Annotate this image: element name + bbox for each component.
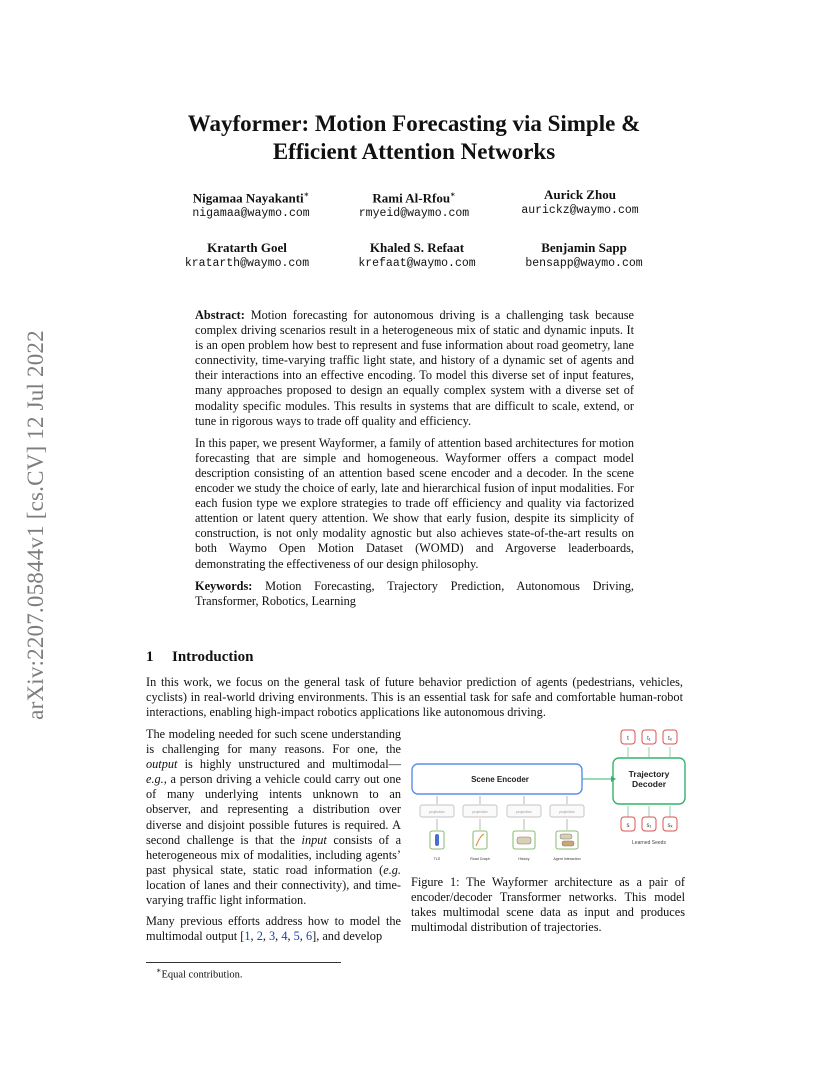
text-run: The modeling needed for such scene understanding is challenging for many reasons. For one, the bbox=[146, 727, 401, 757]
abstract-paragraph-1 bbox=[195, 308, 634, 429]
figure-caption: Figure 1: The Wayformer architecture as a pair of encoder/decoder Transformer networks. This model takes multimodal scene data as input and produces multimodal distribution of trajectories. bbox=[411, 875, 685, 935]
seeds-label: Learned Seeds bbox=[632, 840, 666, 846]
abstract-text-1: Motion forecasting for autonomous driving is a challenging task because complex driving scenarios result in a heterogeneous mix of static and dynamic inputs. It is an open problem how best to represent and fuse information about road geometry, lane connectivity, time-varying traffic light state, and history of a dynamic set of agents and their interactions into an effective encoding. To model this diverse set of input features, many approaches proposed to design an equally complex system with a diverse set of modality specific modules. This results in systems that are difficult to scale, extend, or tune in rigorous ways to trade off quality and efficiency. bbox=[195, 308, 634, 428]
section-title: Introduction bbox=[172, 649, 254, 665]
emphasis: output bbox=[146, 757, 178, 772]
learned-seed-tokens bbox=[621, 806, 677, 831]
history-icon bbox=[513, 831, 535, 849]
text-run: , a person driving a vehicle could carry out one of many underlying intents unknown to an observer, and representing a distribution over diverse and disjoint possible futures is required. A second challenge is that the bbox=[146, 772, 401, 847]
author-name: Kratarth Goel bbox=[207, 240, 287, 255]
author-email: bensapp@waymo.com bbox=[525, 257, 643, 270]
emphasis: input bbox=[301, 832, 327, 847]
author-6 bbox=[484, 240, 684, 272]
figure-wayformer-architecture bbox=[410, 724, 686, 866]
equal-contrib-mark: ∗ bbox=[450, 190, 456, 199]
author-email: aurickz@waymo.com bbox=[521, 204, 639, 217]
decoder-label-line-2: Decoder bbox=[631, 779, 667, 789]
author-name: Khaled S. Refaat bbox=[369, 240, 465, 255]
author-3 bbox=[480, 187, 680, 219]
author-email: kratarth@waymo.com bbox=[184, 257, 310, 270]
footnote-mark: ∗ bbox=[156, 966, 162, 975]
output-token-label: tₓ bbox=[668, 736, 672, 742]
projection-label: projection bbox=[429, 810, 445, 814]
arxiv-id: arXiv:2207.05844v1 [cs.CV] 12 Jul 2022 bbox=[23, 330, 48, 720]
modality-label: Agent Interaction bbox=[553, 857, 581, 861]
text-run: consists of a heterogeneous mix of modalities, including agents’ past physical state, static road information ( bbox=[146, 832, 402, 877]
citation-link[interactable]: 6 bbox=[305, 929, 313, 944]
column-paragraph-2: Many previous efforts address how to model the multimodal output [1, 2, 3, 4, 5, 6], and develop bbox=[146, 914, 401, 944]
projection-label: projection bbox=[559, 810, 575, 814]
road-graph-icon bbox=[473, 831, 487, 849]
equal-contrib-mark: ∗ bbox=[303, 190, 310, 199]
encoder-label: Scene Encoder bbox=[471, 775, 529, 784]
agent-interaction-icon bbox=[556, 831, 578, 849]
seed-token-label: s bbox=[626, 823, 630, 829]
keywords-text: Motion Forecasting, Trajectory Prediction, Autonomous Driving, Transformer, Robotics, Learning bbox=[195, 578, 634, 608]
abstract-label: Abstract: bbox=[195, 308, 245, 322]
section-heading bbox=[146, 649, 253, 666]
decoder-output-arrows bbox=[628, 747, 670, 757]
author-email: nigamaa@waymo.com bbox=[192, 207, 310, 221]
footnote-text: Equal contribution. bbox=[161, 969, 243, 981]
output-token-label: t bbox=[627, 736, 629, 742]
decoder-label-line-1: Trajectory bbox=[628, 769, 670, 779]
section-number: 1 bbox=[146, 649, 154, 665]
projection-label: projection bbox=[472, 810, 488, 814]
emphasis: e.g. bbox=[383, 862, 401, 877]
seed-token-label: s₁ bbox=[646, 823, 652, 829]
intro-paragraph: In this work, we focus on the general task of future behavior prediction of agents (pedestrians, vehicles, cyclists) in real-world driving environments. This is an essential task for safe and comfortable human-robot interactions, enabling high-impact robotics applications like autonomous driving. bbox=[146, 675, 683, 720]
left-column bbox=[146, 727, 401, 950]
footnote-rule bbox=[146, 962, 341, 963]
emphasis: e.g. bbox=[146, 772, 164, 787]
modality-label: History bbox=[518, 857, 530, 861]
title-line-1: Wayformer: Motion Forecasting via Simple & bbox=[187, 111, 641, 136]
citation-link[interactable]: 4 bbox=[281, 929, 288, 944]
keywords bbox=[195, 579, 634, 609]
title-line-2: Efficient Attention Networks bbox=[272, 139, 556, 164]
author-name: Benjamin Sapp bbox=[541, 240, 627, 255]
projection-label: projection bbox=[516, 810, 532, 814]
paper-title bbox=[150, 110, 678, 166]
text-run: is highly unstructured and multimodal— bbox=[184, 757, 401, 772]
modality-label: Road Graph bbox=[470, 857, 490, 861]
keywords-label: Keywords: bbox=[195, 578, 253, 593]
citation-link[interactable]: 1 bbox=[244, 929, 251, 944]
citation-link[interactable]: 5 bbox=[293, 929, 300, 944]
seed-token-label: sₓ bbox=[667, 823, 673, 829]
author-name: Rami Al-Rfou bbox=[372, 190, 451, 206]
text-run: ], and develop bbox=[312, 929, 383, 944]
tls-icon bbox=[430, 831, 444, 849]
citation-link[interactable]: 3 bbox=[269, 929, 276, 944]
output-token-label: t₁ bbox=[647, 736, 651, 742]
output-tokens bbox=[621, 730, 677, 744]
modality-label: TLS bbox=[433, 857, 441, 861]
abstract-paragraph-2: In this paper, we present Wayformer, a family of attention based architectures for motion forecasting that are simple and homogeneous. Wayformer offers a compact model description consisting of an attention based scene encoder and a decoder. In the scene encoder we study the choice of early, late and hierarchical fusion of input modalities. For each fusion type we explore strategies to trade off efficiency and quality via factorized attention or latent query attention. We show that early fusion, despite its simplicity of construction, is not only modality agnostic but also achieves state-of-the-art results on both Waymo Open Motion Dataset (WOMD) and Argoverse leaderboards, demonstrating the effectiveness of our design philosophy. bbox=[195, 435, 634, 571]
footnote bbox=[156, 966, 243, 981]
author-email: rmyeid@waymo.com bbox=[358, 207, 470, 221]
author-name: Aurick Zhou bbox=[544, 187, 616, 202]
arxiv-sidebar bbox=[22, 290, 50, 760]
text-run: Many previous efforts address how to model the multimodal output [ bbox=[146, 914, 401, 944]
projection-layer bbox=[420, 796, 584, 830]
text-run: location of lanes and their connectivity), and time-varying traffic light information. bbox=[146, 877, 401, 908]
abstract bbox=[195, 308, 634, 616]
author-email: krefaat@waymo.com bbox=[358, 257, 476, 270]
column-paragraph-1 bbox=[146, 727, 401, 908]
author-name: Nigamaa Nayakanti bbox=[192, 190, 304, 206]
citation-link[interactable]: 2 bbox=[256, 929, 263, 944]
